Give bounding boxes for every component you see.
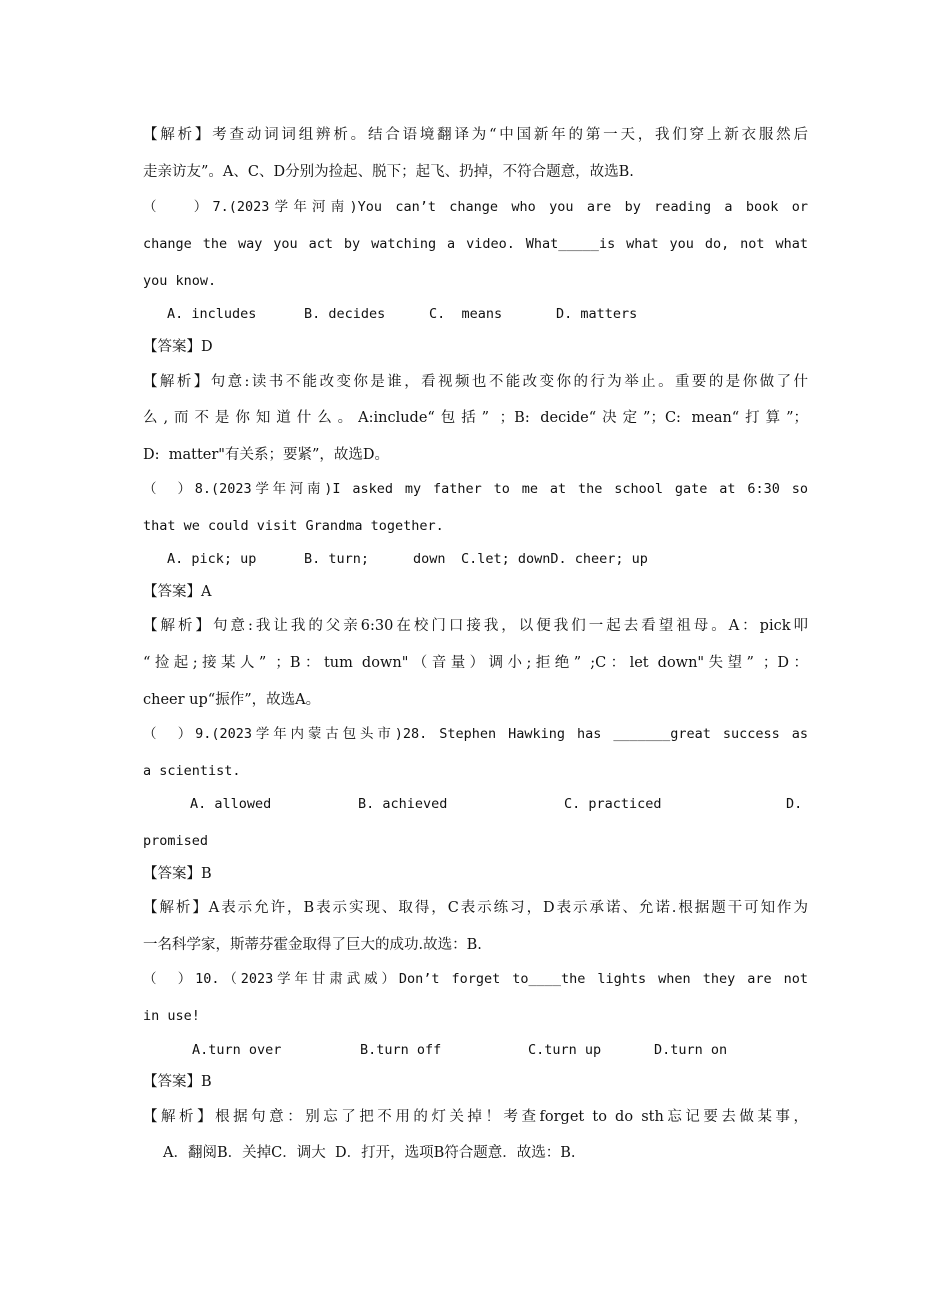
question-10-option-d: D.turn on — [654, 1042, 728, 1058]
question-8-option-cd: C.let; downD. cheer; up — [461, 551, 648, 567]
answer-8: 【答案】A — [143, 584, 212, 600]
explanation-10-line-2: A．翻阅B．关掉C．调大 D．打开，选项B符合题意．故选：B. — [163, 1145, 576, 1161]
question-10-line-2: in use! — [143, 1008, 200, 1024]
question-9-option-d: D. — [786, 796, 803, 812]
question-7-option-b: B. decides — [304, 306, 386, 322]
question-7-line-3: you know. — [143, 273, 217, 289]
question-7-option-c: C. means — [429, 306, 503, 322]
question-9-line-1: （ ）9.(2023学年内蒙古包头市)28. Stephen Hawking has _______great success as — [143, 726, 808, 742]
question-8-option-a: A. pick; up — [167, 551, 257, 567]
question-7-line-1: （ ）7.(2023学年河南)You can’t change who you are by reading a book or — [143, 199, 808, 215]
answer-7: 【答案】D — [143, 339, 213, 355]
question-10-line-1: （ ）10.（2023学年甘肃武威）Don’t forget to____the lights when they are not — [143, 971, 808, 987]
explanation-9-line-1: 【解析】A表示允许，B表示实现、取得，C表示练习，D表示承诺、允诺.根据题干可知作为 — [143, 900, 808, 916]
explanation-9-line-2: 一名科学家，斯蒂芬霍金取得了巨大的成功.故选：B. — [143, 937, 482, 953]
explanation-q6-line-2: 走亲访友”。A、C、D分别为捡起、脱下；起飞、扔掉，不符合题意，故选B. — [143, 164, 634, 180]
question-8-line-1: （ ）8.(2023学年河南)I asked my father to me at the school gate at 6:30 so — [143, 481, 808, 497]
explanation-q6-line-1: 【解析】考查动词词组辨析。结合语境翻译为“中国新年的第一天，我们穿上新衣服然后 — [143, 127, 808, 143]
question-10-option-c: C.turn up — [528, 1042, 602, 1058]
question-9-option-b: B. achieved — [358, 796, 448, 812]
explanation-8-line-3: cheer up“振作”，故选A。 — [143, 692, 321, 708]
explanation-7-line-2: 么,而不是你知道什么。A:include“包括” ；B: decide“决定”；C: mean“打算”； — [143, 410, 808, 426]
explanation-8-line-1: 【解析】句意:我让我的父亲6:30在校门口接我，以便我们一起去看望祖母。A：pick叩 — [143, 618, 808, 634]
question-8-line-2: that we could visit Grandma together. — [143, 518, 444, 534]
answer-9: 【答案】B — [143, 866, 212, 882]
question-9-option-a: A. allowed — [190, 796, 272, 812]
question-10-option-b: B.turn off — [360, 1042, 442, 1058]
question-9-option-c: C. practiced — [564, 796, 662, 812]
question-7-option-a: A. includes — [167, 306, 257, 322]
question-8-option-b: B. turn; — [304, 551, 370, 567]
question-10-option-a: A.turn over — [192, 1042, 282, 1058]
question-9-option-d-text: promised — [143, 833, 209, 849]
question-7-line-2: change the way you act by watching a video. What_____is what you do, not what — [143, 236, 808, 252]
question-8-option-b-cont: down — [413, 551, 446, 567]
question-7-option-d: D. matters — [556, 306, 638, 322]
explanation-7-line-1: 【解析】句意:读书不能改变你是谁，看视频也不能改变你的行为举止。重要的是你做了什 — [143, 374, 808, 390]
question-9-line-2: a scientist. — [143, 763, 241, 779]
explanation-7-line-3: D: matter"有关系；要紧”，故选D。 — [143, 447, 389, 463]
explanation-10-line-1: 【解析】根据句意：别忘了把不用的灯关掉！考查forget to do sth忘记要去做某事， — [143, 1109, 808, 1125]
explanation-8-line-2: “捡起;接某人” ；B：tum down"（音量）调小;拒绝” ;C：let down"失望” ；D： — [143, 655, 808, 671]
answer-10: 【答案】B — [143, 1074, 212, 1090]
